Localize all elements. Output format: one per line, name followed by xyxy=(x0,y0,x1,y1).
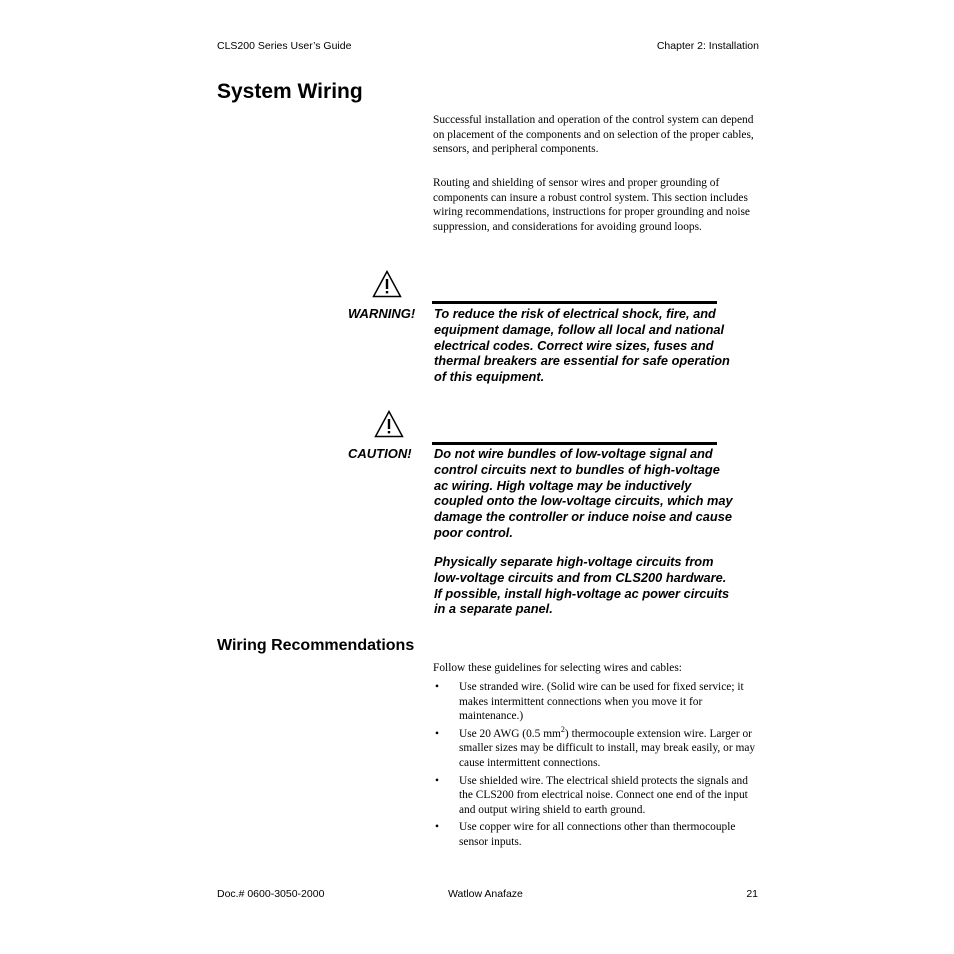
page-title: System Wiring xyxy=(217,80,363,103)
footer-doc-number: Doc.# 0600-3050-2000 xyxy=(217,888,325,900)
list-item-text: Use shielded wire. The electrical shield protects the signals and the CLS200 from electrical noise. Connect one end of the input and output wiring shield to earth ground. xyxy=(459,774,748,816)
warning-label: WARNING! xyxy=(348,306,416,321)
bullet-symbol: • xyxy=(435,727,439,740)
wiring-recommendations-heading: Wiring Recommendations xyxy=(217,637,415,654)
intro-paragraph-2: Routing and shielding of sensor wires and proper grounding of components can insure a robust control system. This section includes wiring recommendations, instructions for proper grounding and noise suppression, and considerations for avoiding ground loops. xyxy=(433,177,750,233)
warning-triangle-icon xyxy=(372,270,402,298)
list-item xyxy=(433,774,763,818)
list-item xyxy=(433,724,763,771)
warning-text: To reduce the risk of electrical shock, fire, and equipment damage, follow all local and national electrical codes. Correct wire sizes, fuses and thermal breakers are essential for safe operation of this equipment. xyxy=(434,306,730,385)
header-right: Chapter 2: Installation xyxy=(656,40,759,52)
footer-page-number: 21 xyxy=(746,888,758,900)
list-item-text-before: Use 20 AWG (0.5 mm xyxy=(459,727,561,740)
wiring-recommendations-list xyxy=(433,680,763,853)
warning-rule xyxy=(432,301,717,304)
superscript: 2 xyxy=(560,724,565,734)
list-item-text-after: ) thermocouple extension wire. Larger or smaller sizes may be difficult to install, may break easily, or may cause intermittent connections. xyxy=(459,727,756,769)
caution-triangle-icon xyxy=(374,410,404,438)
caution-text-1: Do not wire bundles of low-voltage signal and control circuits next to bundles of high-voltage ac wiring. High voltage may be inductively coupled onto the low-voltage circuits, which may damage the controller or induce noise and cause poor control. xyxy=(434,446,733,540)
wiring-recommendations-intro: Follow these guidelines for selecting wires and cables: xyxy=(433,662,682,674)
header-left: CLS200 Series User’s Guide xyxy=(217,40,352,52)
caution-label: CAUTION! xyxy=(348,446,412,461)
caution-text-2: Physically separate high-voltage circuits from low-voltage circuits and from CLS200 hardware. If possible, install high-voltage ac power circuits in a separate panel. xyxy=(434,554,730,617)
caution-rule xyxy=(432,442,717,445)
bullet-symbol: • xyxy=(435,821,439,834)
list-item xyxy=(433,680,763,724)
list-item-text: Use stranded wire. (Solid wire can be used for fixed service; it makes intermittent connections when you move it for maintenance.) xyxy=(459,681,744,723)
list-item-text: Use copper wire for all connections other than thermocouple sensor inputs. xyxy=(459,821,736,848)
footer-company: Watlow Anafaze xyxy=(448,888,523,900)
bullet-symbol: • xyxy=(435,681,439,693)
list-item xyxy=(433,820,763,849)
bullet-symbol: • xyxy=(435,774,439,787)
intro-paragraph-1: Successful installation and operation of the control system can depend on placement of the components and on selection of the proper cables, sensors, and peripheral components. xyxy=(433,114,754,156)
